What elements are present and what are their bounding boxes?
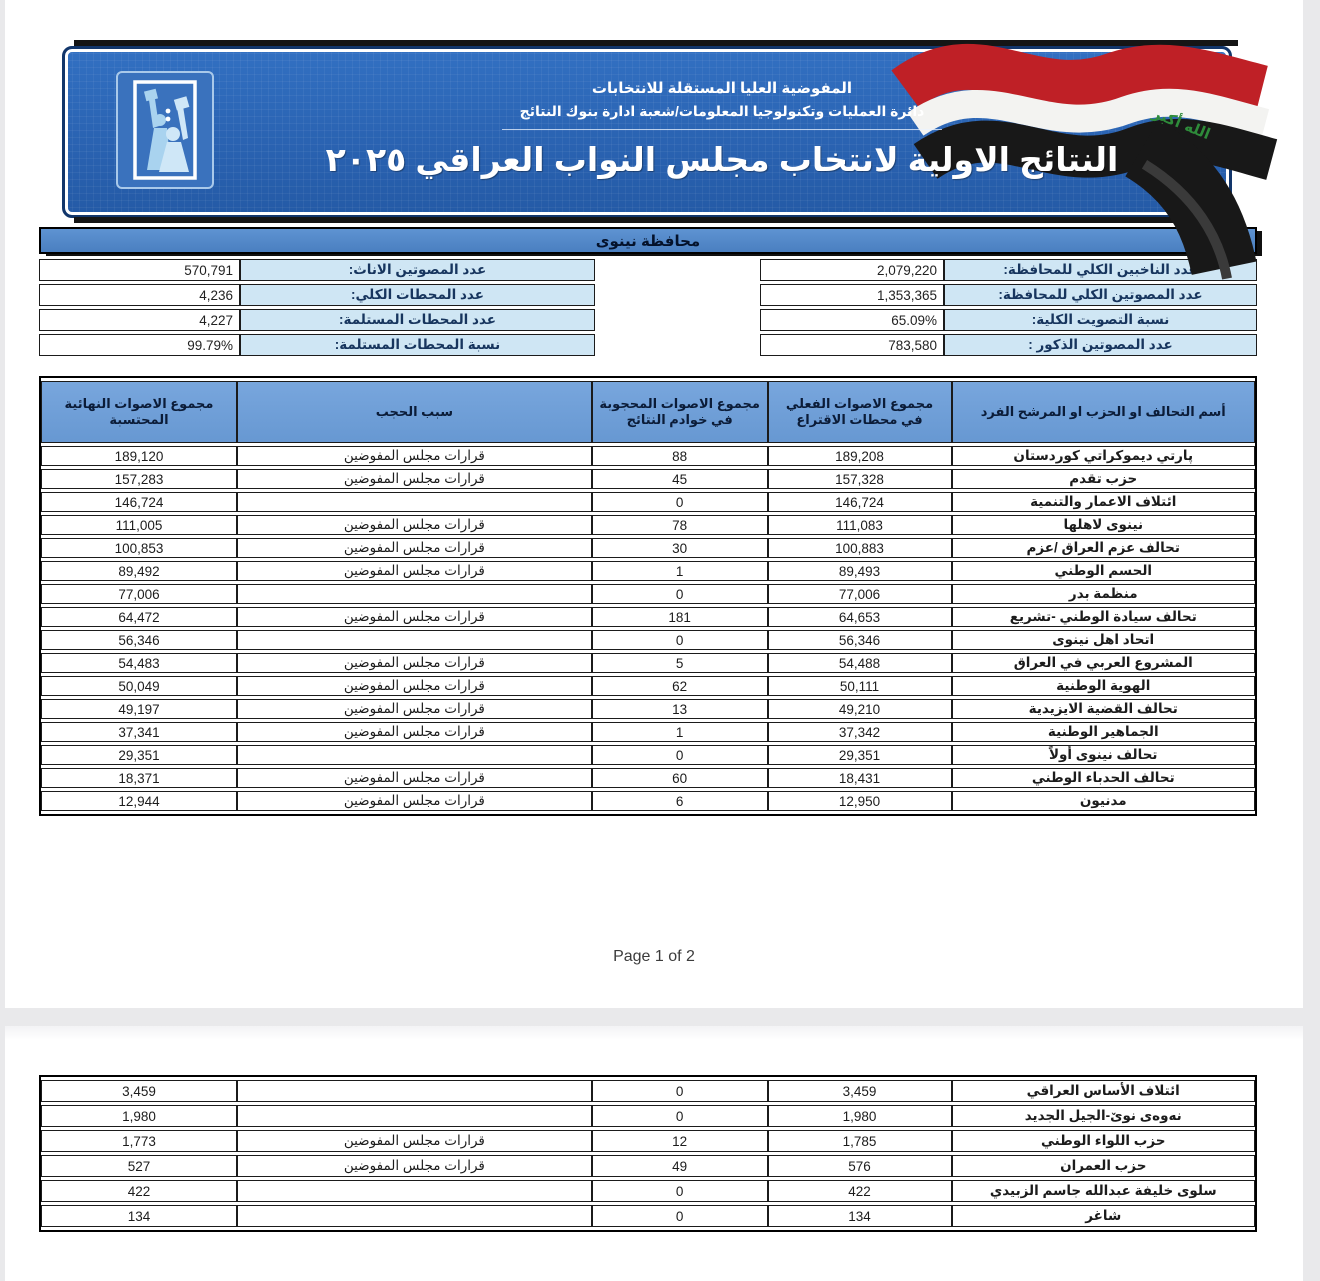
female-voters-label: عدد المصوتين الاناث:: [240, 259, 595, 281]
report-title: النتائج الاولية لانتخاب مجلس النواب العراقي ٢٠٢٥: [325, 141, 1119, 178]
final-votes: 64,472: [41, 607, 237, 627]
table-row: [41, 1180, 1255, 1202]
party-name: نينوى لاهلها: [952, 515, 1256, 535]
received-stations-label: عدد المحطات المستلمة:: [240, 309, 595, 331]
total-voted-value: 1,353,365: [760, 284, 944, 306]
table-row: [41, 1155, 1255, 1177]
turnout-pct-value: 65.09%: [760, 309, 944, 331]
governorate-title-bar: محافظة نينوى: [39, 227, 1257, 254]
actual-votes: 134: [768, 1205, 952, 1227]
withhold-reason: قرارات مجلس المفوضين: [237, 1155, 592, 1177]
withhold-reason: قرارات مجلس المفوضين: [237, 469, 592, 489]
table-row: [41, 1130, 1255, 1152]
party-name: مدنيون: [952, 791, 1256, 811]
withhold-reason: قرارات مجلس المفوضين: [237, 722, 592, 742]
received-stations-pct-label: نسبة المحطات المستلمة:: [240, 334, 595, 356]
final-votes: 54,483: [41, 653, 237, 673]
svg-text:الله أكبر: الله أكبر: [1150, 103, 1213, 144]
withhold-reason: قرارات مجلس المفوضين: [237, 538, 592, 558]
table-row: [41, 791, 1255, 811]
party-name: پارتي ديموكراتي كوردستان: [952, 446, 1256, 466]
female-voters-value: 570,791: [39, 259, 240, 281]
party-name: الهوية الوطنية: [952, 676, 1256, 696]
actual-votes: 111,083: [768, 515, 952, 535]
withhold-reason: قرارات مجلس المفوضين: [237, 653, 592, 673]
total-registered-value: 2,079,220: [760, 259, 944, 281]
withheld-votes: 78: [592, 515, 768, 535]
table-row: [41, 561, 1255, 581]
party-name: حزب تقدم: [952, 469, 1256, 489]
page-indicator: Page 1 of 2: [613, 948, 695, 965]
actual-votes: 49,210: [768, 699, 952, 719]
actual-votes: 18,431: [768, 768, 952, 788]
party-name: تحالف سيادة الوطني -تشريع: [952, 607, 1256, 627]
document-page-1: [5, 0, 1303, 1008]
summary-row: [760, 259, 1257, 281]
results-table: [39, 376, 1257, 816]
summary-row: [39, 309, 595, 331]
total-voted-label: عدد المصوتين الكلي للمحافظة:: [944, 284, 1257, 306]
male-voters-value: 783,580: [760, 334, 944, 356]
withheld-votes: 1: [592, 561, 768, 581]
final-votes: 157,283: [41, 469, 237, 489]
withheld-votes: 0: [592, 1105, 768, 1127]
party-name: نەوەى نوێ-الجيل الجديد: [952, 1105, 1256, 1127]
summary-row: [760, 284, 1257, 306]
col-header-withheld-votes: مجموع الاصوات المحجوبة في خوادم النتائج: [592, 381, 768, 443]
total-stations-value: 4,236: [39, 284, 240, 306]
actual-votes: 50,111: [768, 676, 952, 696]
table-row: [41, 1205, 1255, 1227]
summary-row: [39, 259, 595, 281]
withheld-votes: 12: [592, 1130, 768, 1152]
withheld-votes: 0: [592, 584, 768, 604]
withheld-votes: 49: [592, 1155, 768, 1177]
summary-table-right: [760, 256, 1257, 359]
withhold-reason: قرارات مجلس المفوضين: [237, 768, 592, 788]
party-name: الحسم الوطني: [952, 561, 1256, 581]
banner-text-block: [215, 79, 1229, 185]
final-votes: 56,346: [41, 630, 237, 650]
withhold-reason: [237, 1080, 592, 1102]
table-row: [41, 699, 1255, 719]
results-header-row: [41, 381, 1255, 443]
final-votes: 49,197: [41, 699, 237, 719]
withheld-votes: 6: [592, 791, 768, 811]
page-separator: [0, 1008, 1320, 1026]
received-stations-pct-value: 99.79%: [39, 334, 240, 356]
withheld-votes: 0: [592, 745, 768, 765]
party-name: تحالف الحدباء الوطني: [952, 768, 1256, 788]
final-votes: 89,492: [41, 561, 237, 581]
total-stations-label: عدد المحطات الكلي:: [240, 284, 595, 306]
final-votes: 50,049: [41, 676, 237, 696]
withhold-reason: قرارات مجلس المفوضين: [237, 791, 592, 811]
withheld-votes: 60: [592, 768, 768, 788]
final-votes: 3,459: [41, 1080, 237, 1102]
withheld-votes: 5: [592, 653, 768, 673]
withhold-reason: [237, 1105, 592, 1127]
withhold-reason: قرارات مجلس المفوضين: [237, 561, 592, 581]
withhold-reason: [237, 1180, 592, 1202]
table-row: [41, 538, 1255, 558]
banner-separator-line: [502, 129, 942, 130]
actual-votes: 64,653: [768, 607, 952, 627]
col-header-withhold-reason: سبب الحجب: [237, 381, 592, 443]
final-votes: 146,724: [41, 492, 237, 512]
table-row: [41, 745, 1255, 765]
withheld-votes: 0: [592, 1080, 768, 1102]
table-row: [41, 607, 1255, 627]
table-row: [41, 630, 1255, 650]
summary-row: [760, 309, 1257, 331]
table-row: [41, 676, 1255, 696]
summary-section: [39, 256, 1257, 359]
party-name: حزب العمران: [952, 1155, 1256, 1177]
party-name: المشروع العربي في العراق: [952, 653, 1256, 673]
actual-votes: 576: [768, 1155, 952, 1177]
party-name: تحالف عزم العراق /عزم: [952, 538, 1256, 558]
withheld-votes: 0: [592, 1180, 768, 1202]
final-votes: 1,980: [41, 1105, 237, 1127]
withheld-votes: 0: [592, 1205, 768, 1227]
party-name: ائتلاف الاعمار والتنمية: [952, 492, 1256, 512]
final-votes: 18,371: [41, 768, 237, 788]
withhold-reason: قرارات مجلس المفوضين: [237, 1130, 592, 1152]
withheld-votes: 45: [592, 469, 768, 489]
summary-row: [39, 334, 595, 356]
final-votes: 12,944: [41, 791, 237, 811]
actual-votes: 146,724: [768, 492, 952, 512]
department-name: دائرة العمليات وتكنولوجيا المعلومات/شعبة ادارة بنوك النتائج: [519, 103, 925, 119]
table-row: [41, 446, 1255, 466]
col-header-entity-name: أسم التحالف او الحزب او المرشح الفرد: [952, 381, 1256, 443]
party-name: تحالف نينوى أولاً: [952, 745, 1256, 765]
final-votes: 29,351: [41, 745, 237, 765]
actual-votes: 422: [768, 1180, 952, 1202]
withhold-reason: [237, 630, 592, 650]
summary-table-left: [39, 256, 595, 359]
actual-votes: 37,342: [768, 722, 952, 742]
final-votes: 527: [41, 1155, 237, 1177]
withheld-votes: 181: [592, 607, 768, 627]
table-row: [41, 584, 1255, 604]
withhold-reason: قرارات مجلس المفوضين: [237, 699, 592, 719]
total-registered-label: عدد الناخبين الكلي للمحافظة:: [944, 259, 1257, 281]
results-table-continued: [39, 1075, 1257, 1232]
actual-votes: 100,883: [768, 538, 952, 558]
banner-frame: [62, 46, 1232, 218]
party-name: سلوى خليفة عبدالله جاسم الزبيدي: [952, 1180, 1256, 1202]
final-votes: 1,773: [41, 1130, 237, 1152]
withheld-votes: 30: [592, 538, 768, 558]
party-name: حزب اللواء الوطني: [952, 1130, 1256, 1152]
final-votes: 422: [41, 1180, 237, 1202]
table-row: [41, 1105, 1255, 1127]
withheld-votes: 0: [592, 492, 768, 512]
actual-votes: 54,488: [768, 653, 952, 673]
actual-votes: 89,493: [768, 561, 952, 581]
withhold-reason: [237, 745, 592, 765]
table-row: [41, 768, 1255, 788]
withheld-votes: 62: [592, 676, 768, 696]
table-row: [41, 492, 1255, 512]
commission-name: المفوضية العليا المستقلة للانتخابات: [591, 80, 853, 97]
actual-votes: 12,950: [768, 791, 952, 811]
withhold-reason: [237, 1205, 592, 1227]
actual-votes: 77,006: [768, 584, 952, 604]
final-votes: 111,005: [41, 515, 237, 535]
final-votes: 100,853: [41, 538, 237, 558]
received-stations-value: 4,227: [39, 309, 240, 331]
document-page-2: [5, 1026, 1303, 1281]
male-voters-label: عدد المصوتين الذكور :: [944, 334, 1257, 356]
withheld-votes: 1: [592, 722, 768, 742]
ihec-logo-icon: [115, 70, 215, 190]
withhold-reason: قرارات مجلس المفوضين: [237, 446, 592, 466]
party-name: الجماهير الوطنية: [952, 722, 1256, 742]
header-banner: [62, 46, 1232, 218]
ihec-ballot-logo: [115, 70, 215, 195]
final-votes: 37,341: [41, 722, 237, 742]
withhold-reason: [237, 492, 592, 512]
withheld-votes: 88: [592, 446, 768, 466]
actual-votes: 29,351: [768, 745, 952, 765]
col-header-final-votes: مجموع الاصوات النهائية المحتسبة: [41, 381, 237, 443]
table-row: [41, 653, 1255, 673]
final-votes: 77,006: [41, 584, 237, 604]
party-name: شاغر: [952, 1205, 1256, 1227]
final-votes: 189,120: [41, 446, 237, 466]
actual-votes: 1,785: [768, 1130, 952, 1152]
withheld-votes: 0: [592, 630, 768, 650]
summary-row: [39, 284, 595, 306]
table-row: [41, 722, 1255, 742]
party-name: اتحاد اهل نينوى: [952, 630, 1256, 650]
col-header-actual-votes: مجموع الاصوات الفعلي في محطات الاقتراع: [768, 381, 952, 443]
withhold-reason: قرارات مجلس المفوضين: [237, 607, 592, 627]
table-row: [41, 1080, 1255, 1102]
party-name: ائتلاف الأساس العراقي: [952, 1080, 1256, 1102]
final-votes: 134: [41, 1205, 237, 1227]
withhold-reason: قرارات مجلس المفوضين: [237, 676, 592, 696]
actual-votes: 1,980: [768, 1105, 952, 1127]
summary-row: [760, 334, 1257, 356]
party-name: تحالف القضية الايزيدية: [952, 699, 1256, 719]
table-row: [41, 515, 1255, 535]
withheld-votes: 13: [592, 699, 768, 719]
actual-votes: 189,208: [768, 446, 952, 466]
withhold-reason: قرارات مجلس المفوضين: [237, 515, 592, 535]
actual-votes: 3,459: [768, 1080, 952, 1102]
party-name: منظمة بدر: [952, 584, 1256, 604]
actual-votes: 56,346: [768, 630, 952, 650]
turnout-pct-label: نسبة التصويت الكلية:: [944, 309, 1257, 331]
withhold-reason: [237, 584, 592, 604]
table-row: [41, 469, 1255, 489]
actual-votes: 157,328: [768, 469, 952, 489]
